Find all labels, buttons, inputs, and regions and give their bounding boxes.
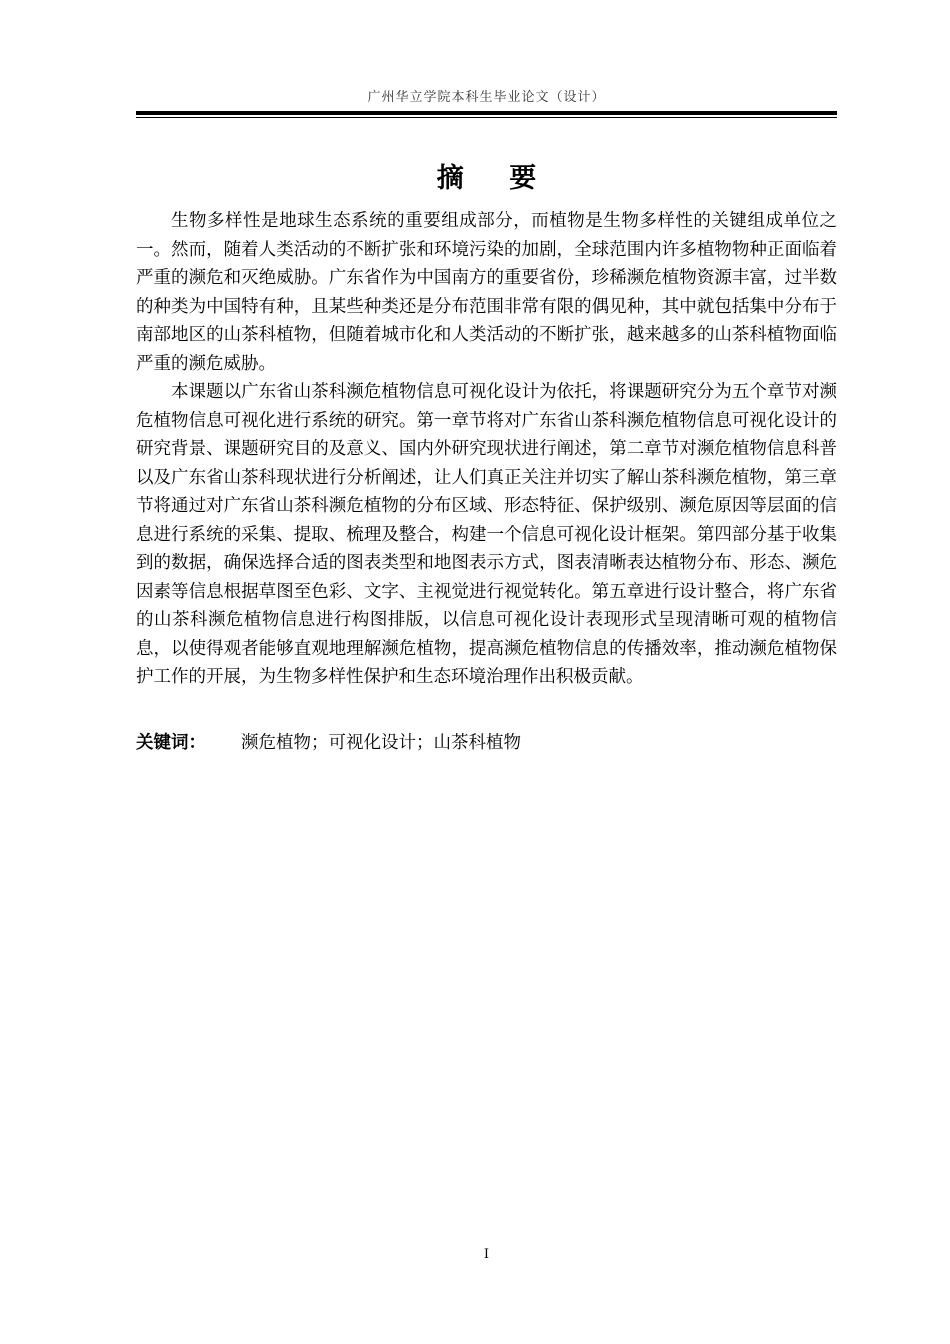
abstract-paragraph-2: 本课题以广东省山茶科濒危植物信息可视化设计为依托，将课题研究分为五个章节对濒危植物信息可视化进行系统的研究。第一章节将对广东省山茶科濒危植物信息可视化设计的研究背景、课题研究目的及意义、国内外研究现状进行阐述，第二章节对濒危植物信息科普以及广东省山茶科现状进行分析阐述，让人们真正关注并切实了解山茶科濒危植物，第三章节将通过对广东省山茶科濒危植物的分布区域、形态特征、保护级别、濒危原因等层面的信息进行系统的采集、提取、梳理及整合，构建一个信息可视化设计框架。第四部分基于收集到的数据，确保选择合适的图表类型和地图表示方式，图表清晰表达植物分布、形态、濒危因素等信息根据草图至色彩、文字、主视觉进行视觉转化。第五章进行设计整合，将广东省的山茶科濒危植物信息进行构图排版，以信息可视化设计表现形式呈现清晰可观的植物信息，以使得观者能够直观地理解濒危植物，提高濒危植物信息的传播效率，推动濒危植物保护工作的开展，为生物多样性保护和生态环境治理作出积极贡献。 bbox=[136, 382, 837, 687]
header-rule-thick bbox=[136, 111, 837, 115]
keywords-label: 关键词： bbox=[136, 733, 206, 753]
header-rule-thin bbox=[136, 117, 837, 118]
keywords-value: 濒危植物；可视化设计；山茶科植物 bbox=[241, 733, 521, 753]
abstract-title: 摘 要 bbox=[436, 163, 555, 194]
keywords-line bbox=[136, 729, 837, 757]
abstract-body bbox=[136, 207, 837, 692]
abstract-paragraph-1: 生物多样性是地球生态系统的重要组成部分，而植物是生物多样性的关键组成单位之一。然而，随着人类活动的不断扩张和环境污染的加剧，全球范围内许多植物物种正面临着严重的濒危和灭绝威胁。广东省作为中国南方的重要省份，珍稀濒危植物资源丰富，过半数的种类为中国特有种，且某些种类还是分布范围非常有限的偶见种，其中就包括集中分布于南部地区的山茶科植物，但随着城市化和人类活动的不断扩张，越来越多的山茶科植物面临严重的濒危威胁。 bbox=[136, 211, 837, 374]
running-header: 广州华立学院本科生毕业论文（设计） bbox=[367, 90, 606, 105]
page-number: I bbox=[483, 1247, 490, 1262]
